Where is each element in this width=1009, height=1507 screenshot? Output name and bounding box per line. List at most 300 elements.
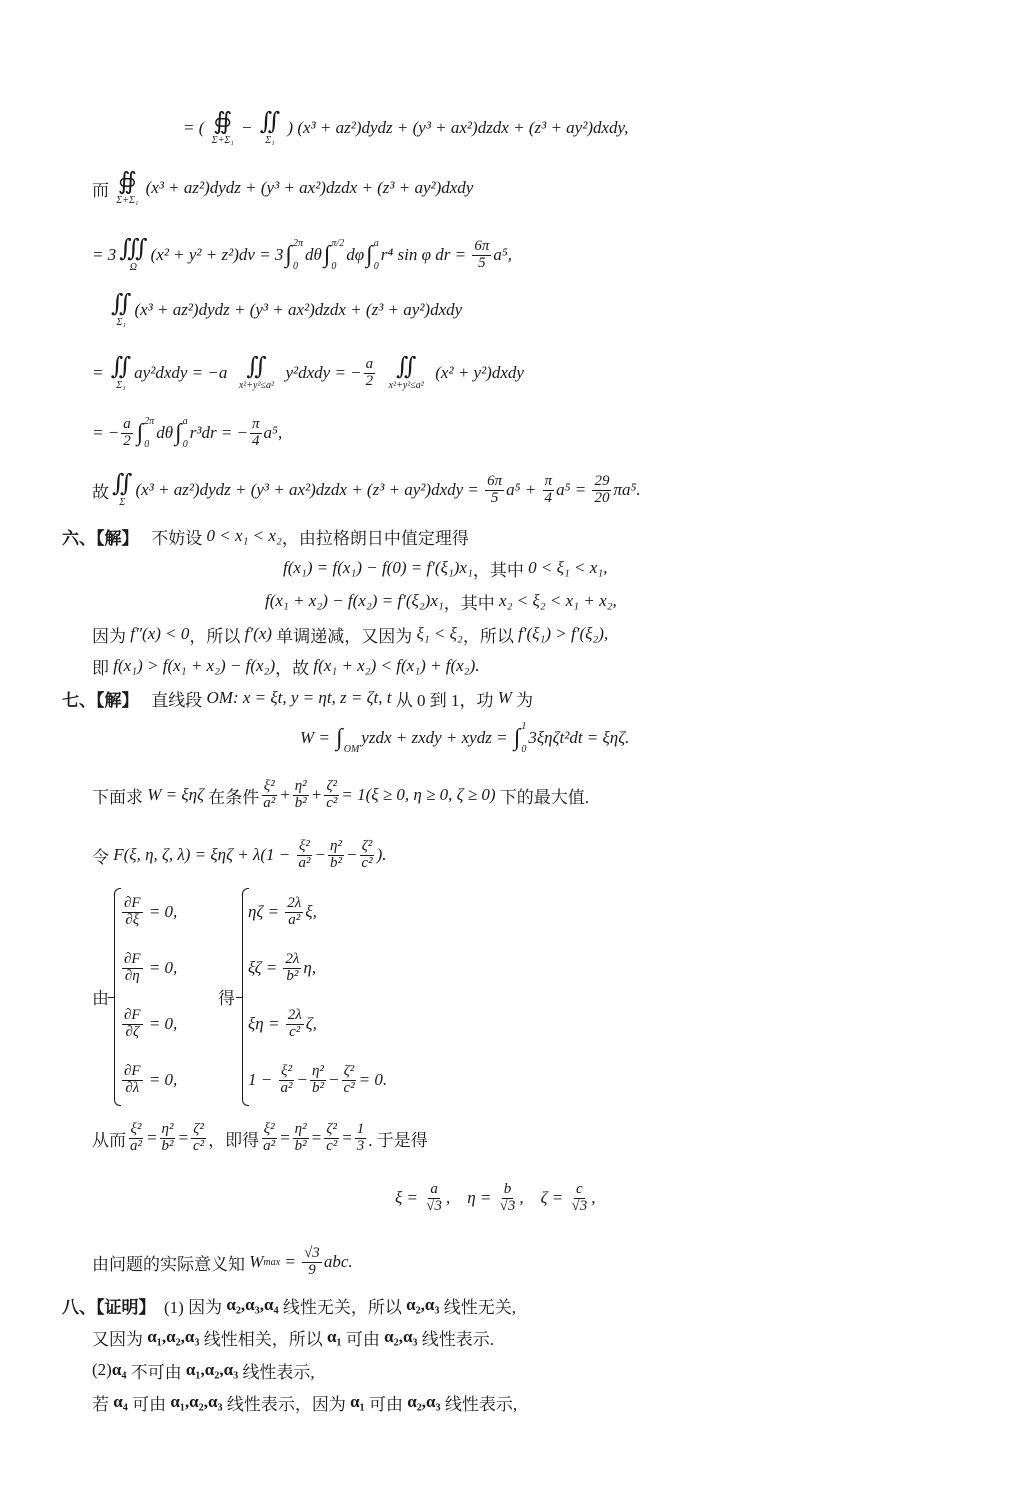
- chinese-text: (1) 因为: [155, 1297, 227, 1317]
- math-text: =: [310, 1128, 323, 1147]
- fraction: [278, 1064, 294, 1097]
- text-line: [120, 948, 177, 988]
- chinese-text: 在条件: [203, 787, 260, 807]
- denominator: c²: [343, 1079, 355, 1096]
- chinese-text: ，所以: [189, 626, 245, 646]
- numerator: ζ²: [343, 1062, 355, 1079]
- math-text: dθ: [156, 423, 174, 442]
- numerator: η²: [311, 1062, 324, 1079]
- bold-text: α₁: [327, 1327, 342, 1346]
- bold-text: α₂,α₃: [406, 1295, 440, 1314]
- math-text: 0 < x₁ < x₂: [206, 526, 282, 545]
- numerator: η²: [329, 837, 342, 854]
- numerator: η²: [294, 777, 307, 794]
- integral-symbol: ∬: [395, 354, 417, 380]
- definite-integral-sign: [137, 416, 155, 450]
- integral-domain: x²+y²≤a²: [238, 380, 274, 391]
- fraction: [296, 839, 312, 872]
- math-text: a⁵ =: [556, 480, 591, 499]
- definite-integral-sign: [366, 238, 379, 272]
- chinese-text: ，其中: [472, 560, 529, 580]
- chinese-text: 下面求: [92, 787, 148, 807]
- chinese-text: (2): [92, 1360, 112, 1379]
- math-text: , ζ =: [519, 1188, 568, 1207]
- math-text: y²dxdy = −: [276, 363, 362, 382]
- fraction: [261, 779, 277, 812]
- chinese-text: 由问题的实际意义知: [92, 1254, 250, 1274]
- numerator: ξ²: [263, 777, 275, 794]
- math-text: (x² + y²)dxdy: [426, 363, 524, 382]
- chinese-text: 线性相关，所以: [199, 1329, 328, 1349]
- denominator: a²: [280, 1079, 293, 1096]
- fraction: [328, 839, 344, 872]
- math-text: = 1(ξ ≥ 0, η ≥ 0, ζ ≥ 0): [341, 785, 496, 804]
- math-text: W =: [300, 728, 335, 747]
- integral-symbol: ∬: [112, 471, 133, 497]
- denominator: 5: [478, 254, 486, 271]
- fraction: [286, 1008, 304, 1041]
- integral-symbol: ∫: [175, 419, 182, 446]
- math-text: f″(x) < 0: [130, 624, 190, 643]
- denominator: c²: [361, 854, 373, 871]
- text-line: [120, 1004, 177, 1044]
- surface-integral-sign: [260, 110, 280, 146]
- fraction: [592, 474, 611, 507]
- text-line: [62, 678, 533, 718]
- math-text: OM: x = ξt, y = ηt, z = ζt, t: [206, 688, 392, 707]
- denominator: b²: [329, 854, 342, 871]
- math-text: f′(x): [244, 624, 272, 643]
- bold-text: α₁: [350, 1392, 365, 1411]
- integral-symbol: ∬: [259, 109, 281, 135]
- math-text: (x³ + az²)dydz + (y³ + ax²)dzdx + (z³ + ay²)dxdy: [134, 300, 463, 319]
- math-text: =: [92, 363, 108, 382]
- fraction: [191, 1122, 206, 1155]
- numerator: 2λ: [287, 1006, 302, 1023]
- denominator: c²: [326, 794, 338, 811]
- integral-domain: Σ: [119, 497, 126, 508]
- math-text: f(x₁) = f(x₁) − f(0) = f′(ξ₁)x₁: [283, 558, 473, 577]
- math-text: (x³ + az²)dydz + (y³ + ax²)dzdx + (z³ + ay²)dxdy =: [135, 480, 484, 499]
- surface-integral-sign: [212, 110, 234, 146]
- chinese-text: 故: [92, 482, 109, 502]
- chinese-text: ，其中: [443, 593, 500, 613]
- lower-limit: OM: [343, 744, 360, 755]
- numerator: π: [544, 472, 553, 489]
- subscript: max: [263, 1256, 281, 1268]
- math-text: r⁴ sin φ dr =: [380, 245, 471, 264]
- math-text: −: [314, 845, 326, 864]
- denominator: 3: [356, 1137, 365, 1154]
- surface-integral-sign: [389, 355, 424, 391]
- text-line: [92, 168, 473, 208]
- chinese-text: 因为: [92, 626, 131, 646]
- math-text: F(ξ, η, ζ, λ) = ξηζ + λ(1 −: [113, 845, 295, 864]
- text-line: [218, 976, 235, 1016]
- fraction: [324, 1122, 339, 1155]
- integral-domain: Ω: [129, 262, 138, 273]
- numerator: η²: [294, 1120, 307, 1137]
- math-text: 0 < ξ₁ < x₁,: [528, 558, 608, 577]
- surface-integral-sign: [239, 355, 274, 391]
- fraction: [355, 1122, 367, 1155]
- upper-limit: 2π: [144, 416, 155, 427]
- integral-limits: [183, 416, 188, 450]
- math-text: x₂ < ξ₂ < x₁ + x₂,: [499, 591, 617, 610]
- integral-symbol: ∭: [119, 236, 148, 262]
- denominator: a²: [288, 911, 301, 928]
- numerator: π: [252, 415, 260, 432]
- chinese-text: 得: [218, 988, 235, 1008]
- chinese-text: 而: [92, 180, 114, 200]
- fraction: [424, 1182, 444, 1215]
- upper-limit: 1: [521, 721, 527, 732]
- fraction: [128, 1122, 144, 1155]
- fraction: [122, 952, 143, 985]
- fraction: [293, 1122, 309, 1155]
- fraction: [570, 1182, 590, 1215]
- numerator: a: [123, 415, 131, 432]
- surface-integral-sign: [111, 292, 131, 328]
- integral-domain: Σ+Σ₁: [211, 135, 234, 146]
- math-text: (x² + y² + z²)dv = 3: [150, 245, 284, 264]
- math-text: f′(ξ₁) > f′(ξ₂),: [518, 624, 609, 643]
- fraction: [302, 1246, 322, 1279]
- math-text: W: [497, 688, 512, 707]
- denominator: c²: [326, 1137, 338, 1154]
- denominator: b²: [294, 1137, 307, 1154]
- lower-limit: 0: [373, 261, 379, 272]
- upper-limit: a: [182, 416, 188, 427]
- fraction: [285, 896, 303, 929]
- bold-text: 六、【解】: [62, 528, 139, 548]
- denominator: b²: [161, 1137, 174, 1154]
- text-line: [120, 892, 177, 932]
- integral-domain: x²+y²≤a²: [388, 380, 424, 391]
- denominator: b²: [294, 794, 307, 811]
- denominator: ∂ζ: [125, 1023, 140, 1040]
- upper-limit: a: [373, 238, 379, 249]
- math-text: =: [177, 1128, 189, 1147]
- math-text: ξ,: [305, 902, 317, 921]
- numerator: 2λ: [287, 894, 302, 911]
- chinese-text: 直线段: [138, 690, 207, 710]
- definite-integral-sign: [514, 721, 527, 755]
- chinese-text: 从而: [92, 1130, 126, 1150]
- bold-text: α₂,α₃: [407, 1392, 441, 1411]
- numerator: ζ²: [193, 1120, 204, 1137]
- integral-limits: [293, 238, 303, 272]
- integral-domain: Σ+Σ₁: [116, 195, 139, 206]
- math-text: (x³ + az²)dydz + (y³ + ax²)dzdx + (z³ + ay²)dxdy: [141, 178, 474, 197]
- numerator: ∂F: [124, 950, 141, 967]
- denominator: ∂ξ: [125, 911, 140, 928]
- surface-integral-sign: [116, 170, 138, 206]
- denominator: a²: [130, 1137, 142, 1154]
- text-line: [183, 108, 628, 148]
- math-text: =: [341, 1128, 353, 1147]
- denominator: 4: [252, 432, 260, 449]
- denominator: 20: [594, 489, 610, 506]
- integral-symbol: ∯: [117, 169, 137, 195]
- chinese-text: 线性表示,: [238, 1362, 315, 1382]
- math-text: , η =: [446, 1188, 496, 1207]
- math-text: r³dr = −: [189, 423, 249, 442]
- math-text: ay²dxdy = −a: [134, 363, 236, 382]
- math-text: abc.: [323, 1252, 353, 1271]
- math-text: f(x₁ + x₂) < f(x₁) + f(x₂).: [313, 656, 480, 675]
- integral-limits: [521, 721, 526, 755]
- chinese-text: 线性表示.: [417, 1329, 495, 1349]
- math-text: f(x₁) > f(x₁ + x₂) − f(x₂): [113, 656, 276, 675]
- math-text: f(x₁ + x₂) − f(x₂) = f′(ξ₂)x₁: [265, 591, 444, 610]
- math-text: +: [279, 785, 291, 804]
- chinese-text: 若: [92, 1394, 114, 1414]
- text-line: [92, 1242, 353, 1282]
- fraction: [485, 474, 504, 507]
- definite-integral-sign: [336, 721, 359, 755]
- text-line: [92, 470, 641, 510]
- upper-limit: 2π: [292, 238, 303, 249]
- math-text: −: [345, 845, 358, 864]
- fraction: [498, 1182, 518, 1215]
- integral-symbol: ∬: [246, 354, 267, 380]
- numerator: ξ²: [263, 1120, 275, 1137]
- chinese-text: 线性无关,: [439, 1297, 517, 1317]
- surface-integral-sign: [111, 355, 131, 391]
- chinese-text: 不妨设: [138, 528, 207, 548]
- text-line: [92, 413, 282, 453]
- text-line: [395, 1178, 595, 1218]
- denominator: a²: [298, 854, 311, 871]
- upper-limit: π/2: [331, 238, 345, 249]
- integral-symbol: ∫: [136, 419, 144, 446]
- math-text: ξζ =: [248, 958, 282, 977]
- text-line: [92, 235, 512, 275]
- bold-text: α₁,α₂,α₃: [185, 1360, 239, 1379]
- denominator: 2: [123, 432, 131, 449]
- integral-symbol: ∫: [336, 724, 343, 751]
- math-text: = 0,: [144, 1070, 178, 1089]
- text-line: [92, 976, 109, 1016]
- math-text: ξ₁ < ξ₂: [416, 624, 463, 643]
- math-text: yzdx + zxdy + xydz =: [361, 728, 512, 747]
- chinese-text: 由: [92, 988, 109, 1008]
- numerator: c: [576, 1180, 583, 1197]
- math-text: 3ξηζt²dt = ξηζ.: [528, 728, 630, 747]
- text-line: [248, 948, 316, 988]
- text-line: [300, 718, 629, 758]
- chinese-text: 又因为: [92, 1329, 148, 1349]
- integral-symbol: ∫: [366, 241, 373, 268]
- math-text: −: [236, 118, 257, 137]
- text-line: [248, 1004, 317, 1044]
- lower-limit: 0: [292, 261, 298, 272]
- numerator: 6π: [487, 472, 503, 489]
- denominator: 2: [365, 372, 374, 389]
- numerator: ∂F: [124, 1062, 141, 1079]
- chinese-text: 可由: [341, 1329, 385, 1349]
- math-text: =: [279, 1128, 291, 1147]
- math-text: −: [296, 1070, 308, 1089]
- numerator: 6π: [474, 237, 490, 254]
- chinese-text: ，所以: [462, 626, 519, 646]
- denominator: 5: [490, 489, 499, 506]
- numerator: 1: [356, 1120, 365, 1137]
- chinese-text: 从 0 到 1，功: [391, 690, 498, 710]
- fraction: [293, 779, 309, 812]
- integral-limits: [374, 238, 379, 272]
- math-text: +: [310, 785, 323, 804]
- math-text: ,: [591, 1188, 596, 1207]
- bold-text: α₂,α₃: [384, 1327, 418, 1346]
- fraction: [341, 1064, 356, 1097]
- chinese-text: . 于是得: [368, 1130, 428, 1150]
- chinese-text: ，故: [275, 658, 314, 678]
- integral-symbol: ∯: [213, 109, 233, 135]
- math-text: =: [146, 1128, 158, 1147]
- chinese-text: ，即得: [208, 1130, 260, 1150]
- text-line: [92, 1382, 517, 1422]
- fraction: [283, 952, 301, 985]
- numerator: 2λ: [285, 950, 300, 967]
- math-text: = (: [183, 118, 209, 137]
- text-line: [92, 775, 589, 815]
- lower-limit: 0: [331, 261, 337, 272]
- numerator: a: [365, 355, 374, 372]
- bold-text: α₁,α₂,α₃: [170, 1392, 223, 1411]
- denominator: 4: [544, 489, 553, 506]
- text-line: [120, 1060, 177, 1100]
- denominator: b²: [286, 967, 299, 984]
- fraction: [472, 239, 491, 272]
- chinese-text: 可由: [127, 1394, 171, 1414]
- fraction: [261, 1122, 277, 1155]
- numerator: ξ²: [281, 1062, 292, 1079]
- math-text: [377, 363, 386, 383]
- fraction: [359, 839, 374, 872]
- integral-domain: Σ₁: [116, 317, 126, 328]
- math-text: = −: [92, 423, 120, 442]
- numerator: ∂F: [124, 894, 141, 911]
- bold-text: α₄: [113, 1392, 128, 1411]
- text-line: [248, 1060, 387, 1100]
- integral-limits: [144, 416, 154, 450]
- math-text: a⁵ +: [506, 480, 541, 499]
- denominator: ∂η: [124, 967, 140, 984]
- numerator: ζ²: [326, 1120, 337, 1137]
- chinese-text: 线性表示,: [440, 1394, 518, 1414]
- math-text: W: [249, 1252, 264, 1271]
- math-text: W = ξηζ: [147, 785, 204, 804]
- chinese-text: 不可由: [126, 1362, 186, 1382]
- bold-text: α₂,α₃,α₄: [226, 1295, 279, 1314]
- lower-limit: 0: [521, 744, 527, 755]
- math-text: a⁵,: [493, 245, 512, 264]
- integral-limits: [344, 721, 360, 755]
- text-line: [92, 835, 387, 875]
- bold-text: α₄: [111, 1360, 127, 1379]
- math-text: = 3: [92, 245, 117, 264]
- bold-text: 八、【证明】: [62, 1297, 156, 1317]
- text-line: [248, 892, 317, 932]
- math-text: ζ,: [305, 1014, 317, 1033]
- numerator: a: [430, 1180, 438, 1197]
- fraction: [543, 474, 555, 507]
- integral-symbol: ∫: [513, 724, 521, 751]
- numerator: ζ²: [326, 777, 338, 794]
- numerator: η²: [161, 1120, 174, 1137]
- fraction: [122, 896, 143, 929]
- math-text: 1 −: [248, 1070, 277, 1089]
- text-line: [92, 1118, 428, 1158]
- fraction: [364, 357, 376, 390]
- definite-integral-sign: [324, 238, 344, 272]
- denominator: c²: [289, 1023, 301, 1040]
- denominator: 9: [308, 1261, 316, 1278]
- integral-domain: Σ₁: [265, 135, 275, 146]
- math-text: ηζ =: [248, 902, 284, 921]
- fraction: [159, 1122, 175, 1155]
- definite-integral-sign: [175, 416, 188, 450]
- numerator: ∂F: [124, 1006, 141, 1023]
- surface-integral-sign: [119, 237, 147, 273]
- integral-domain: Σ₁: [116, 380, 126, 391]
- denominator: √3: [426, 1197, 442, 1214]
- integral-symbol: ∫: [285, 241, 292, 268]
- bold-text: α₁,α₂,α₃: [147, 1327, 200, 1346]
- denominator: b²: [311, 1079, 324, 1096]
- chinese-text: 令: [92, 847, 114, 867]
- math-text: πa⁵.: [613, 480, 641, 499]
- chinese-text: 单调递减，又因为: [271, 626, 417, 646]
- fraction: [324, 779, 339, 812]
- chinese-text: 线性表示，因为: [222, 1394, 351, 1414]
- math-text: = 0.: [358, 1070, 388, 1089]
- integral-symbol: ∬: [110, 354, 132, 380]
- numerator: √3: [304, 1244, 320, 1261]
- chinese-text: ，由拉格朗日中值定理得: [281, 528, 469, 548]
- math-text: =: [280, 1252, 301, 1271]
- fraction: [122, 1008, 143, 1041]
- fraction: [310, 1064, 326, 1097]
- numerator: ζ²: [361, 837, 373, 854]
- lower-limit: 0: [182, 439, 188, 450]
- surface-integral-sign: [112, 472, 132, 508]
- math-text: = 0,: [144, 902, 178, 921]
- denominator: √3: [499, 1197, 516, 1214]
- denominator: c²: [192, 1137, 205, 1154]
- numerator: ξ²: [298, 837, 310, 854]
- math-text: dθ: [304, 245, 322, 264]
- chinese-text: 即: [92, 658, 114, 678]
- text-line: [92, 353, 524, 393]
- math-text: = 0,: [144, 1014, 178, 1033]
- math-text: −: [327, 1070, 340, 1089]
- math-text: = 0,: [144, 958, 178, 977]
- lower-limit: 0: [144, 439, 150, 450]
- math-text: η,: [303, 958, 317, 977]
- math-text: dφ: [346, 245, 365, 264]
- fraction: [122, 1064, 143, 1097]
- text-line: [108, 290, 462, 330]
- denominator: a²: [263, 794, 276, 811]
- denominator: √3: [571, 1197, 588, 1214]
- chinese-text: 下的最大值.: [495, 787, 589, 807]
- integral-limits: [331, 238, 344, 272]
- bold-text: 七、【解】: [62, 690, 139, 710]
- chinese-text: 为: [511, 690, 534, 710]
